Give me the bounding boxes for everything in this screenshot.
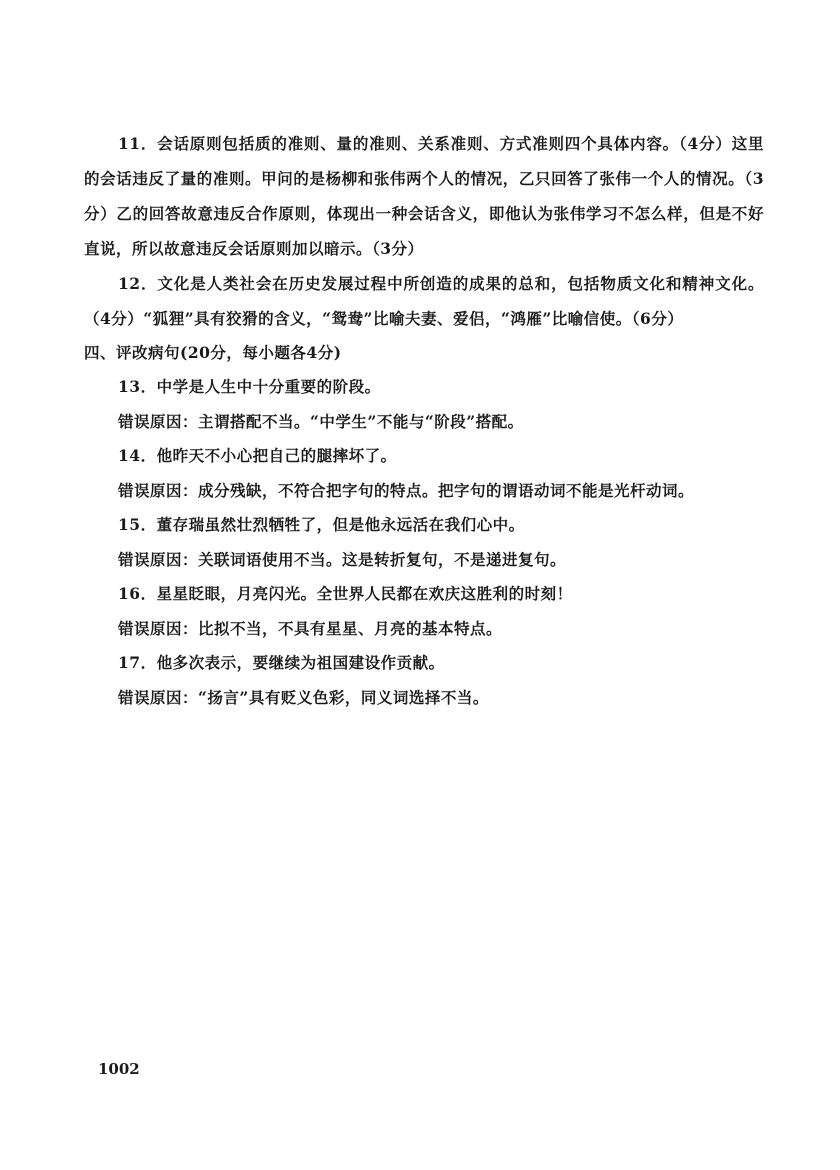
answer-11: 11．会话原则包括质的准则、量的准则、关系准则、方式准则四个具体内容。（4分）这里的会话违反了量的准则。甲问的是杨柳和张伟两个人的情况，乙只回答了张伟一个人的情况。（3分）乙的回答故意违反合作原则，体现出一种会话含义，即他认为张伟学习不怎么样，但是不好直说，所以故意违反会话原则加以暗示。（3分） [84,134,764,258]
sentence-13: 13．中学是人生中十分重要的阶段。 [118,377,381,396]
sentence-16: 16．星星眨眼，月亮闪光。全世界人民都在欢庆这胜利的时刻！ [118,584,573,603]
reason-15: 错误原因：关联词语使用不当。这是转折复句，不是递进复句。 [118,549,567,569]
answer-12: 12．文化是人类社会在历史发展过程中所创造的成果的总和，包括物质文化和精神文化。（4分）“狐狸”具有狡猾的含义，“鸳鸯”比喻夫妻、爱侣，“鸿雁”比喻信使。（6分） [84,274,764,328]
sentence-17: 17．他多次表示，要继续为祖国建设作贡献。 [118,653,445,672]
sentence-15: 15．董存瑞虽然壮烈牺牲了，但是他永远活在我们心中。 [118,515,525,534]
page-number: 1002 [98,1060,140,1078]
sentence-14: 14．他昨天不小心把自己的腿摔坏了。 [118,446,397,465]
answer-content [84,126,764,715]
reason-14: 错误原因：成分残缺，不符合把字句的特点。把字句的谓语动词不能是光杆动词。 [118,480,695,500]
reason-17: 错误原因：“扬言”具有贬义色彩，同义词选择不当。 [118,687,489,707]
section-heading: 四、评改病句(20分，每小题各4分) [84,343,342,362]
reason-16: 错误原因：比拟不当，不具有星星、月亮的基本特点。 [118,618,503,638]
reason-13: 错误原因：主谓搭配不当。“中学生”不能与“阶段”搭配。 [118,411,524,431]
